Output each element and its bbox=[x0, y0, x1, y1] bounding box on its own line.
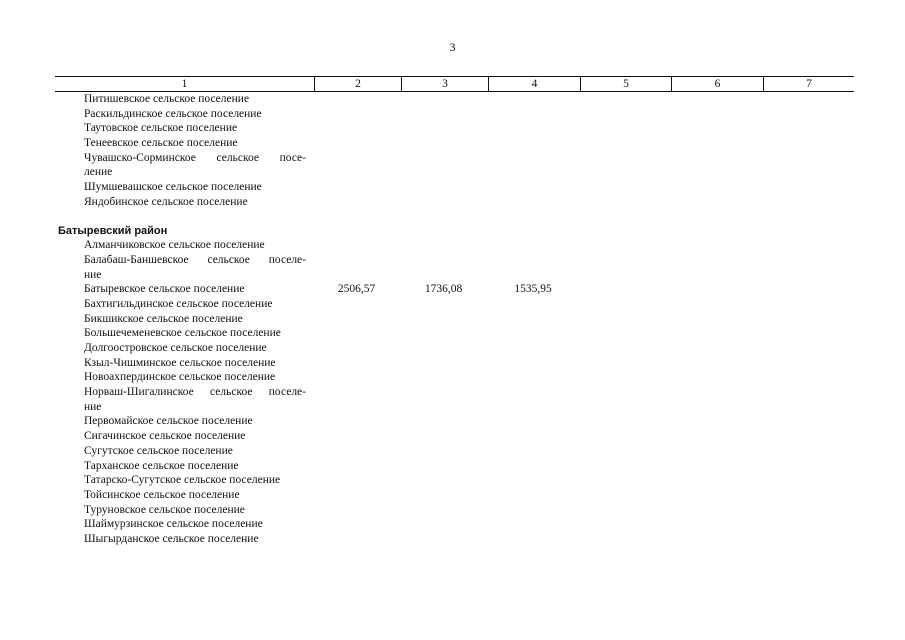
settlement-name: ние bbox=[84, 400, 102, 413]
table-header-row bbox=[55, 76, 854, 92]
table-row bbox=[0, 517, 905, 532]
settlement-name: Шумшевашское сельское поселение bbox=[84, 181, 262, 194]
section-previous-district bbox=[0, 92, 905, 210]
settlement-name: Чувашско-Сорминское сельское посе- bbox=[84, 151, 306, 164]
header-cell-6: 6 bbox=[671, 77, 763, 91]
table-row bbox=[0, 121, 905, 136]
table-row bbox=[0, 107, 905, 122]
value-cell-c3: 1736,08 bbox=[424, 283, 463, 296]
header-cell-4: 4 bbox=[488, 77, 580, 91]
settlement-name: Шыгырданское сельское поселение bbox=[84, 532, 259, 545]
settlement-name: Балабаш-Баншевское сельское поселе- bbox=[84, 253, 306, 266]
district-title: Батыревский район bbox=[58, 224, 168, 237]
settlement-name: Бикшикское сельское поселение bbox=[84, 312, 243, 325]
table-row bbox=[0, 444, 905, 459]
page-number: 3 bbox=[449, 40, 456, 54]
settlement-name: Таутовское сельское поселение bbox=[84, 122, 238, 135]
table-row bbox=[0, 268, 905, 283]
table-row bbox=[0, 414, 905, 429]
table-row bbox=[0, 429, 905, 444]
table-row bbox=[0, 312, 905, 327]
table-row bbox=[0, 385, 905, 400]
settlement-name: Батыревское сельское поселение bbox=[84, 283, 245, 296]
table-row bbox=[0, 473, 905, 488]
table-row bbox=[0, 282, 905, 297]
header-cell-5: 5 bbox=[580, 77, 671, 91]
settlement-name: Раскильдинское сельское поселение bbox=[84, 107, 262, 120]
table-row bbox=[0, 151, 905, 166]
table-row bbox=[0, 180, 905, 195]
table-row bbox=[0, 326, 905, 341]
settlement-name: Кзыл-Чишминское сельское поселение bbox=[84, 356, 276, 369]
district-heading-row bbox=[0, 224, 905, 239]
settlement-name: ние bbox=[84, 268, 102, 281]
table-row bbox=[0, 238, 905, 253]
table-row bbox=[0, 253, 905, 268]
table-row bbox=[0, 459, 905, 474]
table-row bbox=[0, 532, 905, 547]
table-row bbox=[0, 136, 905, 151]
settlement-name: Алманчиковское сельское поселение bbox=[84, 239, 265, 252]
section-gap bbox=[0, 210, 905, 224]
settlement-name: Тарханское сельское поселение bbox=[84, 459, 239, 472]
settlement-name: Сигачинское сельское поселение bbox=[84, 430, 246, 443]
header-cell-3: 3 bbox=[401, 77, 488, 91]
table-body bbox=[0, 92, 905, 547]
section-batyrevsky-district bbox=[0, 238, 905, 546]
settlement-name: Питишевское сельское поселение bbox=[84, 93, 250, 105]
header-cell-1: 1 bbox=[181, 78, 188, 90]
value-cell-c4: 1535,95 bbox=[514, 283, 552, 296]
table-row bbox=[0, 341, 905, 356]
table-row bbox=[0, 370, 905, 385]
table-row bbox=[0, 195, 905, 210]
header-cell-7: 7 bbox=[763, 77, 854, 91]
table-row bbox=[0, 297, 905, 312]
settlement-name: Шаймурзинское сельское поселение bbox=[84, 518, 263, 531]
settlement-name: Первомайское сельское поселение bbox=[84, 415, 253, 428]
header-cell-2: 2 bbox=[314, 77, 401, 91]
table-row bbox=[0, 92, 905, 107]
table-row bbox=[0, 488, 905, 503]
table-row bbox=[0, 503, 905, 518]
settlement-name: Яндобинское сельское поселение bbox=[84, 195, 248, 208]
settlement-name: Тенеевское сельское поселение bbox=[84, 137, 238, 150]
settlement-name: ление bbox=[84, 166, 113, 179]
settlement-name: Татарско-Сугутское сельское поселение bbox=[84, 474, 281, 487]
settlement-name: Новоахпердинское сельское поселение bbox=[84, 371, 276, 384]
value-cell-c2: 2506,57 bbox=[337, 283, 376, 296]
settlement-name: Бахтигильдинское сельское поселение bbox=[84, 297, 273, 310]
table-row bbox=[0, 165, 905, 180]
settlement-name: Тойсинское сельское поселение bbox=[84, 488, 240, 501]
table-row bbox=[0, 356, 905, 371]
settlement-name: Долгоостровское сельское поселение bbox=[84, 342, 267, 354]
settlement-name: Туруновское сельское поселение bbox=[84, 503, 245, 516]
table-row bbox=[0, 400, 905, 415]
settlement-name: Норваш-Шигалинское сельское поселе- bbox=[84, 386, 306, 399]
settlement-name: Сугутское сельское поселение bbox=[84, 444, 233, 457]
settlement-name: Большечеменевское сельское поселение bbox=[84, 327, 281, 340]
